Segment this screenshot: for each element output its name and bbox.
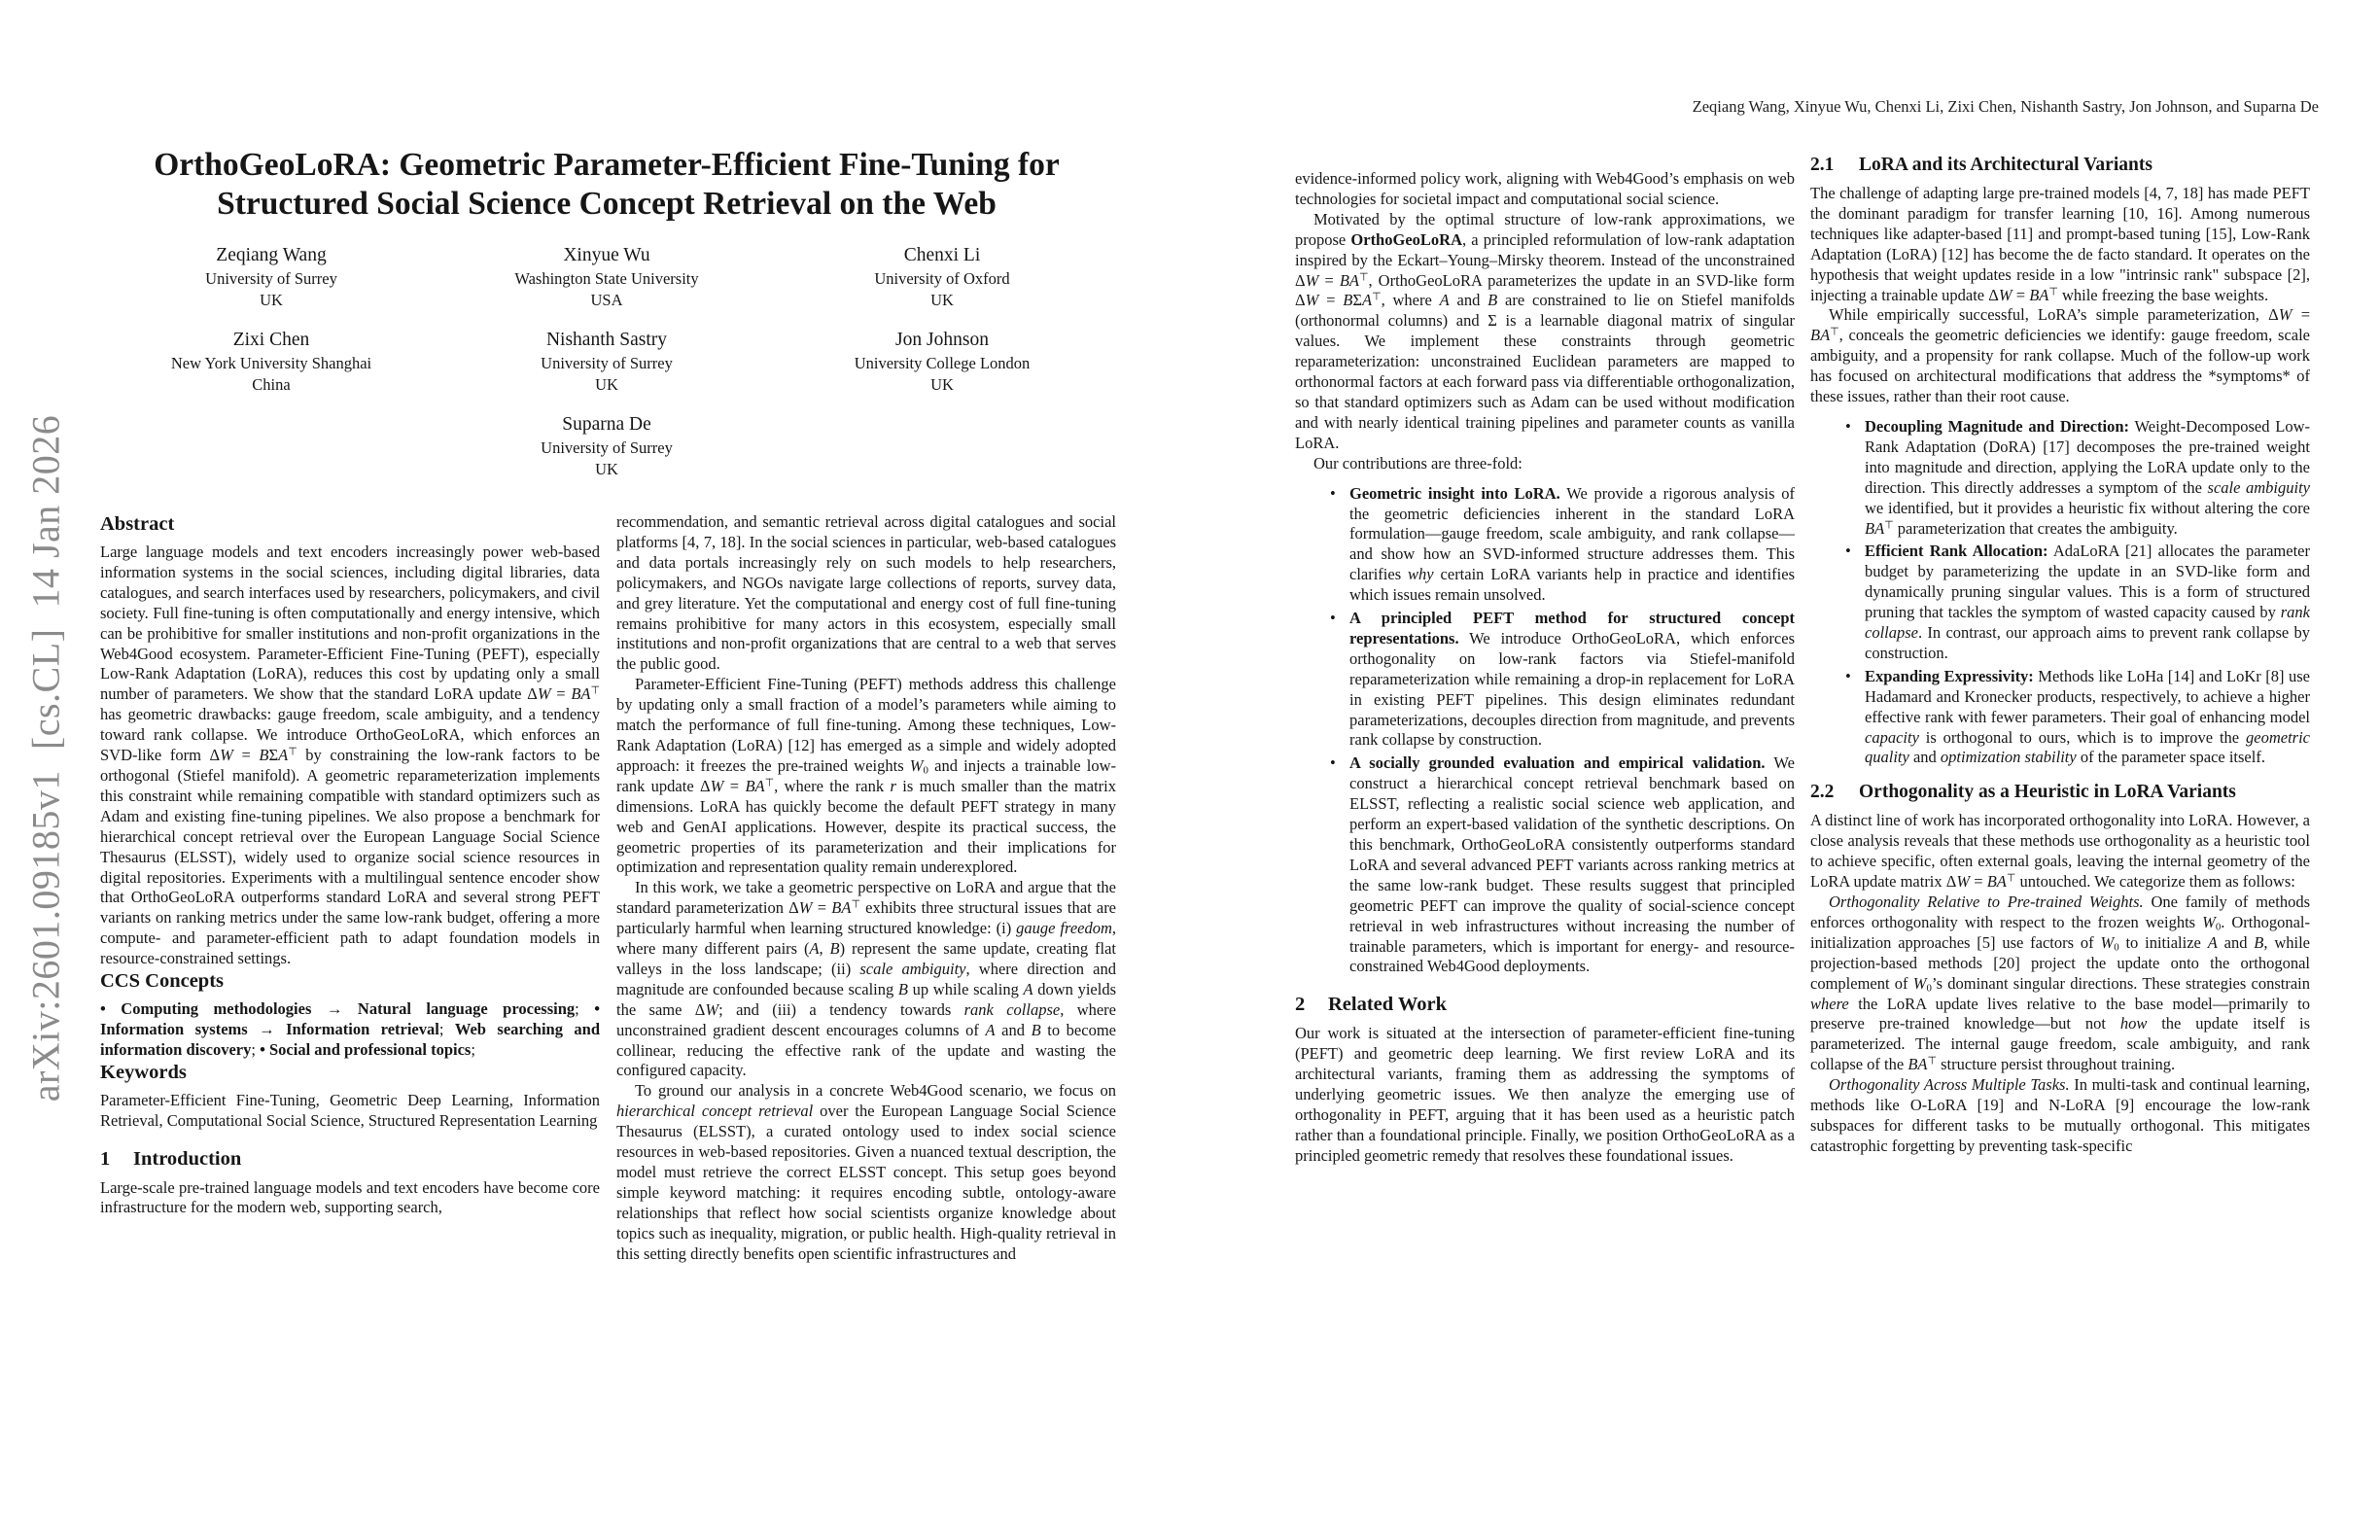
list-item: • Geometric insight into LoRA. We provide a rigorous analysis of the geometric deficiencies inherent in the standard LoRA formulation—gauge freedom, scale ambiguity, and rank collapse—and show how an SVD-informed structure addresses them. This clarifies why certain LoRA variants help in practice and identifies which issues remain unsolved.: [1349, 484, 1795, 606]
author-country: UK: [595, 374, 618, 394]
paragraph: The challenge of adapting large pre-trained models [4, 7, 18] has made PEFT the dominant paradigm for transfer learning [10, 16]. Among numerous techniques like adapter-based [11] and prompt-based tuning [15], Low-Rank Adaptation (LoRA) [12] has become the de facto standard. It operates on the hypothesis that weight updates reside in a low "intrinsic rank" subspace [2], injecting a trainable update ΔW = BA⊤ while freezing the base weights.: [1810, 184, 2310, 304]
subsection-heading-lora-variants: [1810, 154, 2310, 177]
author-affiliation: University of Surrey: [541, 438, 673, 457]
subsection-title: LoRA and its Architectural Variants: [1859, 155, 2152, 175]
author-affiliation: New York University Shanghai: [170, 354, 372, 372]
keywords-heading: Keywords: [100, 1061, 187, 1083]
author-block: [775, 327, 1110, 395]
list-item: • A principled PEFT method for structured concept representations. We introduce OrthoGeoLoRA, which enforces orthogonality on low-rank factors via Stiefel-manifold reparameterization while remaining a drop-in replacement for LoRA in existing PEFT pipelines. This design eliminates redundant parameterizations, decouples direction from magnitude, and prevents rank collapse by construction.: [1349, 609, 1795, 751]
author-block: [439, 411, 775, 479]
authors-row: [97, 327, 1116, 395]
ccs-concepts-text: • Computing methodologies → Natural language processing; • Information systems → Information retrieval; Web searching and information discovery; • Social and professional topics;: [100, 999, 600, 1059]
author-country: UK: [930, 290, 954, 309]
subsection-title: Orthogonality as a Heuristic in LoRA Variants: [1859, 782, 2236, 803]
author-name: Nishanth Sastry: [545, 330, 668, 350]
paragraph: Motivated by the optimal structure of low-rank approximations, we propose OrthoGeoLoRA, a principled reformulation of low-rank adaptation inspired by the Eckart–Young–Mirsky theorem. Instead of the unconstrained ΔW = BA⊤, OrthoGeoLoRA parameterizes the update in an SVD-like form ΔW = BΣA⊤, where A and B are constrained to lie on Stiefel manifolds (orthonormal columns) and Σ is a learnable diagonal matrix of singular values. We implement these constraints through geometric reparameterization: unconstrained Euclidean parameters are mapped to orthonormal factors at each forward pass via differentiable orthogonalization, so that standard optimizers such as Adam can be used without modification and with nearly identical training pipelines and parameter counts as vanilla LoRA.: [1295, 209, 1795, 452]
paragraph: Our contributions are three-fold:: [1313, 453, 1522, 472]
section-heading-related-work: [1295, 993, 1795, 1016]
paragraph: Orthogonality Across Multiple Tasks. In multi-task and continual learning, methods like O-LoRA [19] and N-LoRA [9] encourage the low-rank subspaces for different tasks to be mutually orthogonal. This mitigates catastrophic forgetting by preventing task-specific: [1810, 1075, 2310, 1155]
list-item: • A socially grounded evaluation and empirical validation. We construct a hierarchical concept retrieval benchmark based on ELSST, reflecting a realistic social science web application, and perform an expert-based validation of the synthetic descriptions. On this benchmark, OrthoGeoLoRA consistently outperforms standard LoRA and several advanced PEFT variants across ranking metrics at the same low-rank budget. These results suggest that principled geometric PEFT can improve the quality of social-science concept retrieval in web infrastructures without increasing the number of trainable parameters, which is important for energy- and resource-constrained Web4Good deployments.: [1349, 753, 1795, 977]
subsection-number: 2.1: [1810, 155, 1835, 175]
paragraph: While empirically successful, LoRA’s simple parameterization, ΔW = BA⊤, conceals the geometric deficiencies we identify: gauge freedom, scale ambiguity, and a propensity for rank collapse. Much of the follow-up work has focused on architectural modifications that address the *symptoms* of these issues, rather than their root cause.: [1810, 305, 2310, 406]
abstract-heading: Abstract: [100, 513, 175, 535]
list-item: • Expanding Expressivity: Methods like LoHa [14] and LoKr [8] use Hadamard and Kronecker products, respectively, to achieve a higher effective rank with fewer parameters. Their goal of enhancing model capacity is orthogonal to ours, which is to improve the geometric quality and optimization stability of the parameter space itself.: [1865, 667, 2310, 769]
page1-column-left: [100, 512, 600, 1218]
paragraph: recommendation, and semantic retrieval across digital catalogues and social platforms [4, 7, 18]. In the social sciences in particular, web-based catalogues and data portals increasingly rely on such models to help researchers, policymakers, and NGOs navigate large collections of reports, survey data, and grey literature. Yet the computational and energy cost of full fine-tuning remains prohibitive for many actors in this ecosystem, especially small institutions and non-profit organizations that are central to a web that serves the public good.: [616, 512, 1116, 674]
page2-column-right: [1810, 154, 2310, 1157]
ccs-concepts-heading: CCS Concepts: [100, 970, 224, 993]
author-block: [104, 242, 439, 310]
author-country: USA: [590, 290, 623, 309]
author-affiliation: University of Surrey: [541, 354, 673, 372]
paragraph: Our work is situated at the intersection of parameter-efficient fine-tuning (PEFT) and geometric deep learning. We first review LoRA and its architectural variants, framing them as addressing the symptoms of underlying geometric issues. We then analyze the emerging use of orthogonality in PEFT, arguing that it has been used as a heuristic patch rather than a foundational principle. Finally, we position OrthoGeoLoRA as a principled geometric remedy that resolves these foundational issues.: [1295, 1024, 1795, 1165]
author-name: Chenxi Li: [903, 245, 981, 265]
paragraph: evidence-informed policy work, aligning with Web4Good’s emphasis on web technologies for societal impact and computational social science.: [1295, 169, 1795, 208]
author-affiliation: University College London: [854, 354, 1031, 372]
authors-block: [97, 242, 1116, 479]
author-country: UK: [260, 290, 283, 309]
section-title: Related Work: [1328, 994, 1448, 1016]
author-name: Zeqiang Wang: [216, 245, 327, 265]
author-country: UK: [595, 459, 618, 478]
authors-row: [97, 242, 1116, 310]
subsection-number: 2.2: [1810, 782, 1835, 803]
author-block: [439, 242, 775, 310]
paragraph: Large-scale pre-trained language models and text encoders have become core infrastructure for the modern web, supporting search,: [100, 1177, 600, 1217]
author-block: [775, 242, 1110, 310]
paragraph: In this work, we take a geometric perspective on LoRA and argue that the standard parameterization ΔW = BA⊤ exhibits three structural issues that are particularly harmful when learning structured knowledge: (i) gauge freedom, where many different pairs (A, B) represent the same update, creating flat valleys in the loss landscape; (ii) scale ambiguity, where direction and magnitude are confounded because scaling B up while scaling A down yields the same ΔW; and (iii) a tendency towards rank collapse, where unconstrained gradient descent encourages columns of A and B to become collinear, reducing the effective rank of the update and wasting the configured capacity.: [616, 878, 1117, 1080]
section-title: Introduction: [133, 1147, 242, 1170]
paper-title-line: Structured Social Science Concept Retrieval on the Web: [217, 186, 997, 222]
author-country: UK: [930, 374, 954, 394]
authors-row: [97, 411, 1116, 479]
author-block: [439, 327, 775, 395]
list-item: • Decoupling Magnitude and Direction: Weight-Decomposed Low-Rank Adaptation (DoRA) [17] decomposes the pre-trained weight into magnitude and direction, applying the LoRA update only to the direction. This directly addresses a symptom of the scale ambiguity we identified, but it provides a heuristic fix without altering the core BA⊤ parameterization that creates the ambiguity.: [1865, 417, 2310, 539]
author-affiliation: University of Surrey: [205, 269, 337, 288]
paragraph: Parameter-Efficient Fine-Tuning (PEFT) methods address this challenge by updating only a small fraction of a model’s parameters while aiming to match the performance of full fine-tuning. Among these techniques, Low-Rank Adaptation (LoRA) [12] has emerged as a simple and widely adopted approach: it freezes the pre-trained weights W0 and injects a trainable low-rank update ΔW = BA⊤, where the rank r is much smaller than the matrix dimensions. LoRA has quickly become the default PEFT strategy in many web and GenAI applications. However, despite its practical success, the geometric properties of its parameterization and their implications for optimization and representation quality remain underexplored.: [616, 675, 1116, 877]
title-block: [97, 146, 1116, 496]
author-name: Zixi Chen: [232, 330, 310, 350]
page2-column-left: [1295, 169, 1795, 1167]
author-affiliation: Washington State University: [514, 269, 699, 288]
paper-title: [97, 146, 1116, 224]
paper-title-line: OrthoGeoLoRA: Geometric Parameter-Efficient Fine-Tuning for: [154, 147, 1060, 183]
author-country: China: [252, 374, 291, 394]
abstract-text: Large language models and text encoders increasingly power web-based information systems in the social sciences, including digital libraries, data catalogues, and search interfaces used by researchers, policymakers, and civil society. Full fine-tuning is often computationally and energy intensive, which can be prohibitive for smaller institutions and non-profit organizations in the Web4Good ecosystem. Parameter-Efficient Fine-Tuning (PEFT), especially Low-Rank Adaptation (LoRA), reduces this cost by updating only a small number of parameters. We show that the standard LoRA update ΔW = BA⊤ has geometric drawbacks: gauge freedom, scale ambiguity, and a tendency toward rank collapse. We introduce OrthoGeoLoRA, which enforces an SVD-like form ΔW = BΣA⊤ by constraining the low-rank factors to be orthogonal (Stiefel manifold). A geometric reparameterization implements this constraint while remaining compatible with standard optimizers such as Adam and existing fine-tuning pipelines. We also propose a benchmark for hierarchical concept retrieval over the European Language Social Science Thesaurus (ELSST), widely used to organize social science resources in digital repositories. Experiments with a multilingual sentence encoder show that OrthoGeoLoRA outperforms standard LoRA and several strong PEFT variants on ranking metrics under the same low-rank budget, offering a more compute- and parameter-efficient path to adapt foundation models in resource-constrained settings.: [100, 542, 600, 968]
page1-column-right: [616, 512, 1116, 1265]
list-item: • Efficient Rank Allocation: AdaLoRA [21] allocates the parameter budget by parameterizing the update in an SVD-like form and dynamically pruning singular values. This is a form of structured pruning that tackles the symptom of wasted capacity caused by rank collapse. In contrast, our approach aims to prevent rank collapse by construction.: [1865, 542, 2310, 663]
paragraph: To ground our analysis in a concrete Web4Good scenario, we focus on hierarchical concept retrieval over the European Language Social Science Thesaurus (ELSST), a curated ontology used to index social science resources in web-based repositories. Given a nuanced textual description, the model must retrieve the correct ELSST concept. This setup goes beyond simple keyword matching: it requires encoding subtle, ontology-aware relationships that reflect how social scientists organize knowledge about topics such as inequality, migration, or public health. High-quality retrieval in this setting directly benefits open scientific infrastructures and: [616, 1081, 1116, 1263]
author-block: [104, 327, 439, 395]
paragraph: Orthogonality Relative to Pre-trained Weights. One family of methods enforces orthogonality with respect to the frozen weights W0. Orthogonal-initialization approaches [5] use factors of W0 to initialize A and B, while projection-based methods [20] project the update onto the orthogonal complement of W0’s dominant singular directions. These strategies constrain where the LoRA update lives relative to the base model—primarily to preserve pre-trained knowledge—but not how the update itself is parameterized. The internal gauge freedom, scale ambiguity, and rank collapse of the BA⊤ structure persist throughout training.: [1810, 892, 2310, 1074]
section-number: 2: [1295, 994, 1306, 1016]
author-name: Xinyue Wu: [563, 245, 650, 265]
subsection-heading-orthogonality-heuristic: [1810, 781, 2310, 804]
running-head: Zeqiang Wang, Xinyue Wu, Chenxi Li, Zixi Chen, Nishanth Sastry, Jon Johnson, and Suparna De: [1692, 97, 2319, 116]
section-heading-introduction: [100, 1147, 600, 1171]
lora-variants-list: [1810, 417, 2310, 768]
section-number: 1: [100, 1147, 111, 1170]
author-name: Jon Johnson: [895, 330, 989, 350]
arxiv-watermark: arXiv:2601.09185v1 [cs.CL] 14 Jan 2026: [23, 414, 68, 1102]
author-affiliation: University of Oxford: [874, 269, 1010, 288]
paragraph: A distinct line of work has incorporated orthogonality into LoRA. However, a close analysis reveals that these methods use orthogonality as a heuristic tool to achieve specific, often external goals, leaving the internal geometry of the LoRA update matrix ΔW = BA⊤ untouched. We categorize them as follows:: [1810, 811, 2310, 892]
author-name: Suparna De: [562, 414, 651, 435]
keywords-text: Parameter-Efficient Fine-Tuning, Geometric Deep Learning, Information Retrieval, Computational Social Science, Structured Representation Learning: [100, 1090, 600, 1130]
contributions-list: [1295, 484, 1795, 978]
